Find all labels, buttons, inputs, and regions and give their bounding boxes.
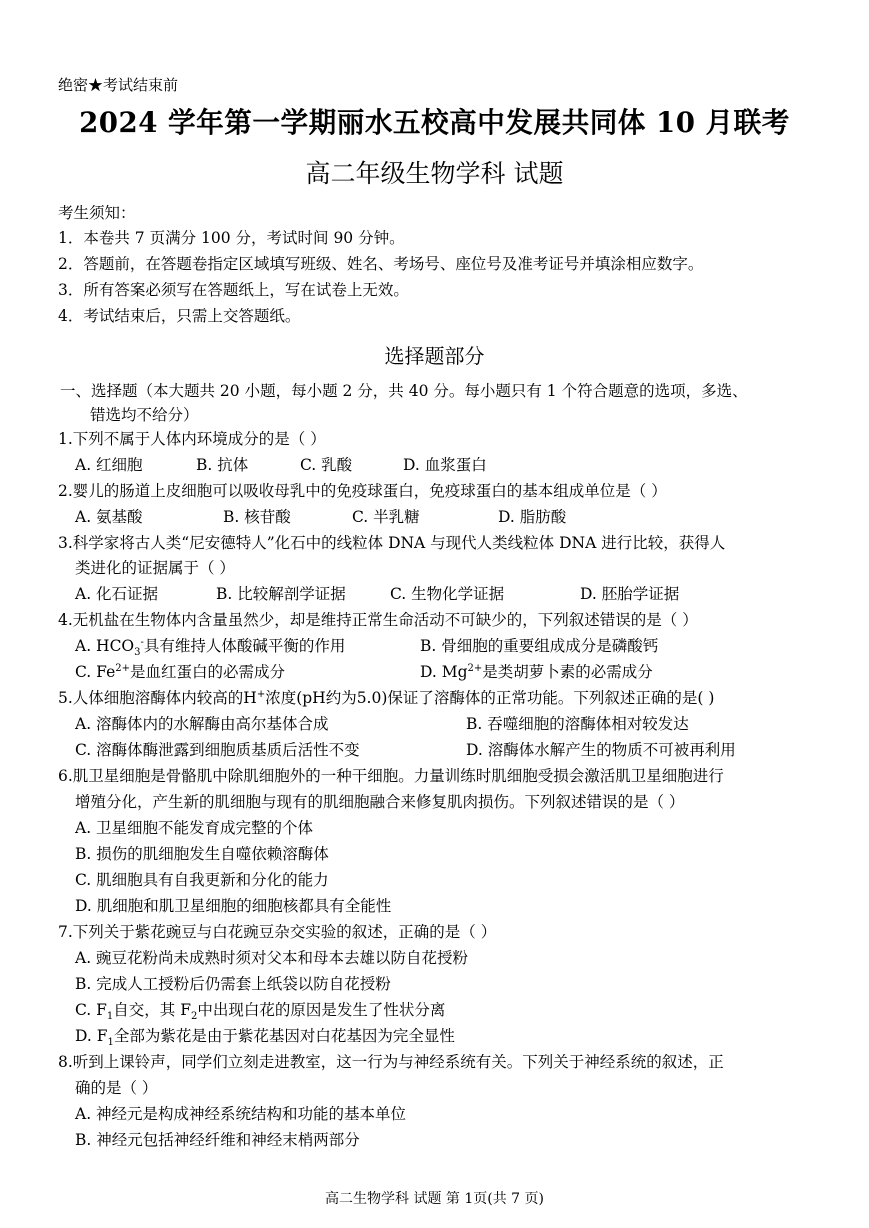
option-a: A. 化石证据 (75, 585, 159, 603)
option-d: D. 血浆蛋白 (403, 456, 487, 474)
option-a: A. 红细胞 (75, 456, 143, 474)
option-c: C. 肌细胞具有自我更新和分化的能力 (75, 871, 329, 889)
instruction-item: 2．答题前，在答题卷指定区域填写班级、姓名、考场号、座位号及准考证号并填涂相应数字。 (58, 255, 704, 273)
question-stem: 1.下列不属于人体内环境成分的是（ ） (58, 430, 326, 448)
option-d: D. 脂肪酸 (498, 508, 567, 526)
question-stem-line2: 增殖分化，产生新的肌细胞与现有的肌细胞融合来修复肌肉损伤。下列叙述错误的是（ ） (75, 793, 685, 811)
instruction-item: 4．考试结束后，只需上交答题纸。 (58, 307, 301, 325)
confidential-label: 绝密★考试结束前 (58, 76, 179, 94)
question-stem: 7.下列关于紫花豌豆与白花豌豆杂交实验的叙述，正确的是（ ） (58, 923, 497, 941)
section-title: 选择题部分 (384, 344, 485, 368)
question-stem: 2.婴儿的肠道上皮细胞可以吸收母乳中的免疫球蛋白，免疫球蛋白的基本组成单位是（ ） (58, 482, 667, 500)
exam-subtitle: 高二年级生物学科 试题 (305, 159, 564, 188)
question-stem-line2: 类进化的证据属于（ ） (75, 559, 235, 577)
option-a: A. 神经元是构成神经系统结构和功能的基本单位 (75, 1105, 407, 1123)
option-b: B. 核苷酸 (223, 508, 291, 526)
option-d: D. $Mg^{2+}$是类胡萝卜素的必需成分 (420, 662, 653, 681)
option-a: A. 卫星细胞不能发育成完整的个体 (75, 819, 314, 837)
option-d: D. 肌细胞和肌卫星细胞的细胞核都具有全能性 (75, 897, 392, 915)
question-stem-line2: 确的是（ ） (75, 1079, 158, 1097)
instruction-item: 1．本卷共 7 页满分 100 分，考试时间 90 分钟。 (58, 229, 405, 247)
option-a: A. $HCO_3^-$具有维持人体酸碱平衡的作用 (75, 636, 346, 659)
question-stem-line1: 3.科学家将古人类“尼安德特人”化石中的线粒体 DNA 与现代人类线粒体 DNA 进行比较，获得人 (58, 534, 726, 552)
part-heading-line2: 错选均不给分） (90, 406, 199, 424)
question-stem-line1: 8.听到上课铃声，同学们立刻走进教室，这一行为与神经系统有关。下列关于神经系统的叙述，正 (58, 1053, 724, 1071)
option-b: B. 损伤的肌细胞发生自噬依赖溶酶体 (75, 845, 329, 863)
option-d: D. 溶酶体水解产生的物质不可被再利用 (466, 741, 736, 759)
option-c: C. 半乳糖 (352, 508, 420, 526)
option-b: B. 吞噬细胞的溶酶体相对较发达 (466, 715, 689, 733)
exam-title: 2024 学年第一学期丽水五校高中发展共同体 10 月联考 (79, 106, 790, 139)
option-b: B. 神经元包括神经纤维和神经末梢两部分 (75, 1131, 360, 1149)
option-c: C. $Fe^{2+}$是血红蛋白的必需成分 (75, 662, 286, 681)
question-stem-line1: 6.肌卫星细胞是骨骼肌中除肌细胞外的一种干细胞。力量训练时肌细胞受损会激活肌卫星细胞进行 (58, 767, 724, 785)
question-stem: 5.人体细胞溶酶体内较高的H+浓度(pH约为5.0)保证了溶酶体的正常功能。下列叙述正确的是( ) (58, 688, 715, 707)
option-a: A. 氨基酸 (75, 508, 143, 526)
option-a: A. 溶酶体内的水解酶由高尔基体合成 (75, 715, 329, 733)
option-c: C. $F_1$自交，其 $F_2$中出现白花的原因是发生了性状分离 (75, 1001, 446, 1023)
option-b: B. 比较解剖学证据 (216, 585, 346, 603)
page-footer: 高二生物学科 试题 第 1页(共 7 页) (325, 1191, 544, 1207)
option-d: D. $F_1$全部为紫花是由于紫花基因对白花基因为完全显性 (75, 1027, 455, 1049)
instructions-label: 考生须知： (58, 204, 136, 222)
part-heading-line1: 一、选择题（本大题共 20 小题，每小题 2 分，共 40 分。每小题只有 1 个符合题意的选项，多选、 (60, 382, 748, 400)
instruction-item: 3．所有答案必须写在答题纸上，写在试卷上无效。 (58, 281, 409, 299)
option-b: B. 抗体 (196, 456, 249, 474)
option-c: C. 乳酸 (300, 456, 353, 474)
question-stem: 4.无机盐在生物体内含量虽然少，却是维持正常生命活动不可缺少的，下列叙述错误的是（ ） (58, 611, 698, 629)
option-b: B. 完成人工授粉后仍需套上纸袋以防自花授粉 (75, 975, 391, 993)
option-c: C. 生物化学证据 (390, 585, 505, 603)
option-b: B. 骨细胞的重要组成成分是磷酸钙 (420, 637, 659, 655)
option-c: C. 溶酶体酶泄露到细胞质基质后活性不变 (75, 741, 360, 759)
option-d: D. 胚胎学证据 (580, 585, 680, 603)
option-a: A. 豌豆花粉尚未成熟时须对父本和母本去雄以防自花授粉 (75, 949, 469, 967)
